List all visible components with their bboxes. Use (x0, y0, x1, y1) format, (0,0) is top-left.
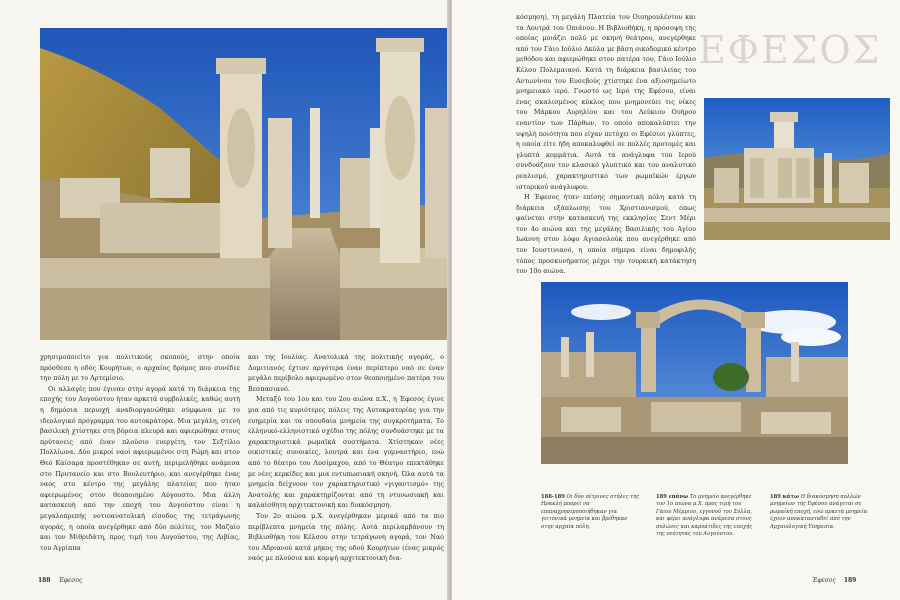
caption-text: Η διακόσμηση πολλών μνημείων της Εφέσου ανάγεται σε ρωμαϊκή εποχή, ενώ αρκετά μνημεία έχουν αποκατασταθεί από την Αρχαιολογική Υπηρεσία. (770, 494, 868, 530)
running-head: Έφεσος (812, 577, 836, 584)
caption-188-189 (541, 494, 641, 531)
right-folio (806, 577, 856, 584)
caption-189-bottom (770, 494, 870, 531)
left-folio (38, 577, 88, 584)
photo-ephesus-arch (541, 282, 848, 464)
paragraph: και της Ιουλίας. Ανατολικά της πολιτικής αγοράς, ο Δομιτιανός έχτισε αργότερα έναν περίπτερο ναό σε έναν μεγάλο περίβολο αφιερωμένο στον θεοποιημένο πατέρα του Βεσπασιανό. (248, 353, 444, 393)
paragraph: χρησιμοποιείτο για πολιτικούς σκοπούς, στην οποία πρόσθεσε η οδός Κουρήτων, ο αρχαίος δρόμος που συνέδεε την πόλη με το Αρτεμίσιο. (40, 353, 240, 383)
section-watermark: ΕΦΕΣΟΣ (698, 28, 882, 72)
photo-ephesus-herakles-gate (40, 28, 448, 340)
paragraph: Τον 2ο αιώνα μ.Χ. ανεγέρθηκαν μερικά από τα πιο περίβλεπτα μνημεία της πόλης. Αυτά περιλαμβάνουν τη Βιβλιοθήκη του Κέλσου στην τετράγωνη αγορά, τον Ναό του Αδριανού κατά μήκος της οδού Κουρήτων (ένας μικρός ναός με πλούσια και κομψή αρχιτεκτονική δια- (248, 511, 444, 563)
photo-memmius-monument (704, 98, 890, 240)
paragraph: Οι αλλαγές που έγιναν στην αγορά κατά τη διάρκεια της εποχής του Αυγούστου ήταν αρκετά συμβολικές, καθώς αυτή η δημόσια περιοχή αναδιοργανώθηκε σύμφωνα με το ιδεολογικό πρόγραμμα του αυτοκράτορα. Μια μεγάλη, στενή βασιλική χτίστηκε στη βόρεια πλευρά και αφιερώθηκε στους πρύτανεις από έναν πλούσιο ευεργέτη, τον Σεξτίλιο Πολλίωνα. Δύο μικροί ναοί αφιερωμένοι στη Ρώμη και στον Θεό Καίσαρα προστέθηκαν σε αυτή, περιμελήθηκε ανάμεσα στο Πρυτανείο και στο Βουλευτήριο, και ανεγέρθηκε ένας ναός στο κέντρο της μεγάλης πλατείας που ήταν αφιερωμένος στον θεοποιημένο Αύγουστο. Μια άλλη κατασκευή από την εποχή του Αυγούστου είναι η μεγαλοπρεπής νοτιοανατολική είσοδος της τετράγωνης αγοράς, η οποία ανεγέρθηκε από δύο πολίτες, τον Μαζαίο και τον Μιθριδάτη, προς τιμή του Αυγούστου, της Λιβίας, του Αγρίππα (40, 384, 240, 552)
paragraph: Η Έφεσος ήταν επίσης σημαντική πόλη κατά τη διάρκεια εξάπλωσης του Χριστιανισμού, όπως φαίνεται στην κατασκευή της εκκλησίας Σεντ Μέρι τον 4ο αιώνα και της μεγάλης Βασιλικής του Αγίου Ιωάννη στον λόφο Αγιασολούκ που ανεγέρθηκε από τον Ιουστινιανό, η οποία σήμερα είναι δημοφιλής τόπος προσκυνήματος μέχρι την τουρκική κατάκτηση τον 10ο αιώνα. (516, 193, 696, 276)
caption-text: Οι δύο πέτρινες στήλες της Ηρακλή μπορεί να επαναχρησιμοποιήθηκαν για γειτονικά μνημεία και βρέθηκαν στην αρχαία πόλη. (541, 494, 640, 530)
page-number: 188 (38, 577, 51, 584)
left-text-column-2 (248, 352, 444, 564)
caption-189-top (656, 494, 756, 538)
caption-label: 189 επάνω (656, 494, 689, 500)
caption-text: Το μνημείο ανεγέρθηκε τον 1ο αιώνα μ.Χ. προς τιμή του Γάιου Μέμμιου, εγγονού του Σύλλα, και φέρει ανάγλυφα ανάμεσα στους πυλώνες και καρυάτιδες της εποχής της νεότητας του Αυγούστου. (656, 494, 753, 538)
caption-label: 188-189 (541, 494, 565, 500)
running-head: Έφεσος (58, 577, 83, 584)
paragraph: κόσμηση), τη μεγάλη Πλατεία του Οισηρουλέντου και τα Λουτρά του Οπιάνου. Η Βιβλιοθήκη, η πρόσοψη της οποίας μοιάζει πολύ με σκηνή θεάτρου, ανεγέρθηκε από τον Γάιο Ιούλιο Ακύλα με βάση οικοδομικό κέντρο μεθόδου και αφιερώθηκε στον πατέρα του, Γάιο Ιούλιο Κέλσο Πολεμαιανό. Κατά τη διάρκεια βασιλείας του Αντωνίνου του Ευσεβούς χτίστηκε ένα αξιοσημείωτο μνημειακό ιερό. Γνωστό ως Ιερό της Εφέσου, είναι ένας σκαλισμένος κύκλος που μνημονεύει τις νίκες του Μάρκου Αυρηλίου και του Λεύκιου Ουήρου εναντίον των Πάρθων, το οποίο αποκαλύπτει την υψηλή ποιότητα που είχαν πετύχει οι Εφέσιοι γλύπτες, η οποία είτε ήδη αποκαλυφθεί σε πολλές προτομές και γλυπτά κομμάτια. Αυτά τα ανάγλυφα του Ιερού συνδυάζουν τον κλασικό γλυπτικό και τον αναλυτικό ρεαλισμό, χαρακτηριστικό των ρωμαϊκών έργων ιστορικού ανάγλυφου. (516, 13, 696, 191)
paragraph: Μεταξύ του 1ου και του 2ου αιώνα π.Χ., η Έφεσος έγινε μια από τις κυριότερες πόλεις της Αυτοκρατορίας για την ευημερία και τα σπουδαία μνημεία της συγκροτήματα. Το ελληνικό-ελληνιστικό σχέδιο της πόλης συνδυάστηκε με τα χαρακτηριστικά ρωμαϊκά συστήματα. Χτίστηκαν νέες οικιστικές συνοικίες, λουτρά και ένα γυμναστήριο, ενώ από το θέατρο του Λυσίμαχου, από το Θέατρο επεκτάθηκε με νέες κερκίδες και μια εντυπωσιακή σκηνή. Όλα αυτά τα μνημεία δείχνουν τον χαρακτηριστικό «γιγαντισμό» της Ανατολής και χαρακτηρίζονται από τη ντυνωσιακή και καλαίσθητη αρχιτεκτονική και διακόσμηση. (248, 395, 444, 510)
page-number: 189 (843, 577, 857, 584)
right-text-column (516, 12, 696, 277)
caption-label: 189 κάτω (770, 494, 799, 500)
left-text-column-1 (40, 352, 240, 553)
